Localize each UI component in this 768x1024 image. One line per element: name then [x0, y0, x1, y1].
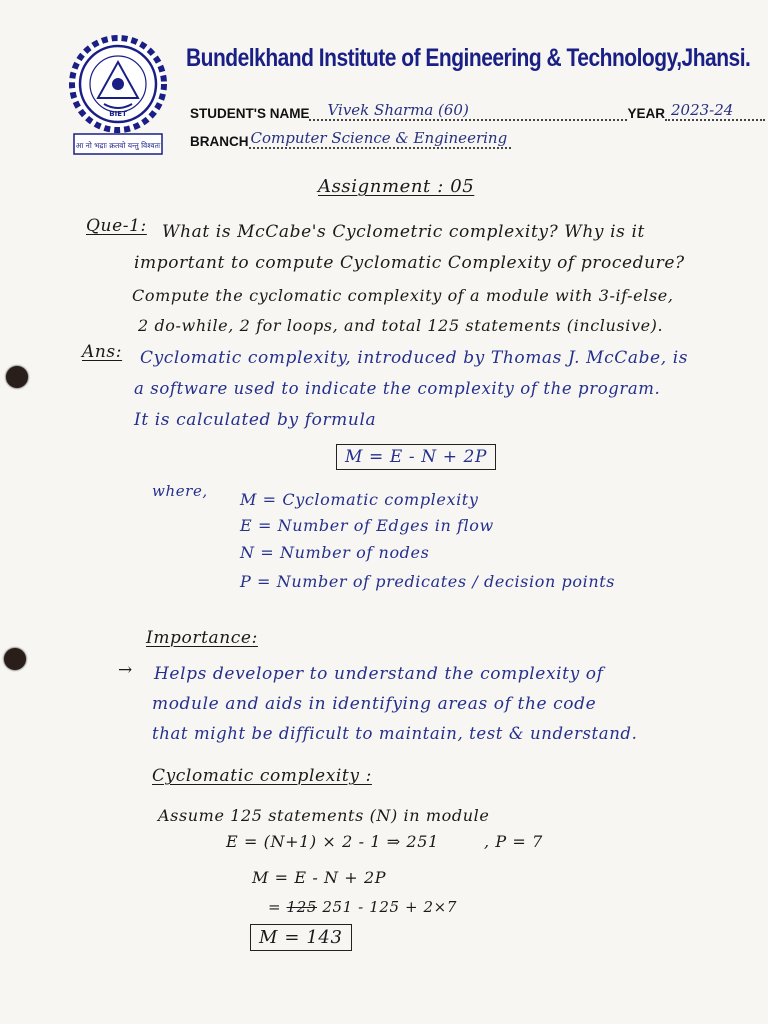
student-name-row: [190, 103, 750, 121]
logo-text-bottom: BIET: [109, 110, 127, 118]
branch-label: BRANCH: [190, 134, 249, 149]
institute-name: Bundelkhand Institute of Engineering & Technology,Jhansi.: [186, 44, 751, 72]
definition-n: N = Number of nodes: [240, 543, 430, 562]
formula-line: M = E - N + 2P: [252, 868, 387, 887]
punch-hole-bottom: [4, 648, 26, 670]
definition-m: M = Cyclomatic complexity: [240, 490, 479, 509]
importance-line-3: that might be difficult to maintain, test & understand.: [152, 724, 638, 743]
answer-line-1: Cyclomatic complexity, introduced by Thomas J. McCabe, is: [140, 348, 689, 368]
question-line-1: What is McCabe's Cyclometric complexity? Why is it: [162, 222, 645, 242]
student-name-label: STUDENT'S NAME: [190, 106, 310, 121]
importance-line-1: Helps developer to understand the complexity of: [154, 664, 604, 684]
definition-e: E = Number of Edges in flow: [240, 516, 494, 535]
question-line-3: Compute the cyclomatic complexity of a module with 3-if-else,: [132, 286, 674, 305]
institute-logo: [68, 34, 168, 162]
importance-heading: Importance:: [146, 628, 258, 648]
edges-line: E = (N+1) × 2 - 1 ⇒ 251: [226, 832, 439, 851]
assume-line: Assume 125 statements (N) in module: [158, 806, 490, 825]
question-line-2: important to compute Cyclomatic Complexity of procedure?: [134, 253, 685, 273]
step-line: = 125 251 - 125 + 2×7: [268, 898, 457, 916]
answer-line-2: a software used to indicate the complexity of the program.: [134, 379, 661, 398]
logo-motto: आ नो भद्राः क्रतवो यन्तु विश्वतः: [75, 141, 161, 150]
arrow-icon: →: [118, 660, 133, 680]
answer-label: Ans:: [82, 342, 123, 362]
branch-row: [190, 131, 511, 149]
year-label: YEAR: [627, 106, 665, 121]
struck-value: 125: [286, 898, 317, 916]
result-box: M = 143: [250, 924, 352, 951]
step-expression: 251 - 125 + 2×7: [322, 898, 457, 916]
branch-value: Computer Science & Engineering: [250, 129, 508, 147]
where-label: where,: [152, 482, 208, 500]
question-line-4: 2 do-while, 2 for loops, and total 125 statements (inclusive).: [138, 316, 664, 335]
punch-hole-top: [6, 366, 28, 388]
importance-line-2: module and aids in identifying areas of the code: [152, 694, 597, 714]
computation-heading: Cyclomatic complexity :: [152, 766, 372, 786]
year-value: 2023-24: [670, 101, 734, 119]
p-value: , P = 7: [484, 832, 543, 851]
answer-line-3: It is calculated by formula: [134, 410, 377, 430]
assignment-title: Assignment : 05: [318, 176, 475, 197]
definition-p: P = Number of predicates / decision points: [240, 572, 616, 591]
question-label: Que-1:: [86, 216, 147, 236]
formula-box: M = E - N + 2P: [336, 444, 496, 470]
student-name-value: Vivek Sharma (60): [327, 101, 469, 119]
